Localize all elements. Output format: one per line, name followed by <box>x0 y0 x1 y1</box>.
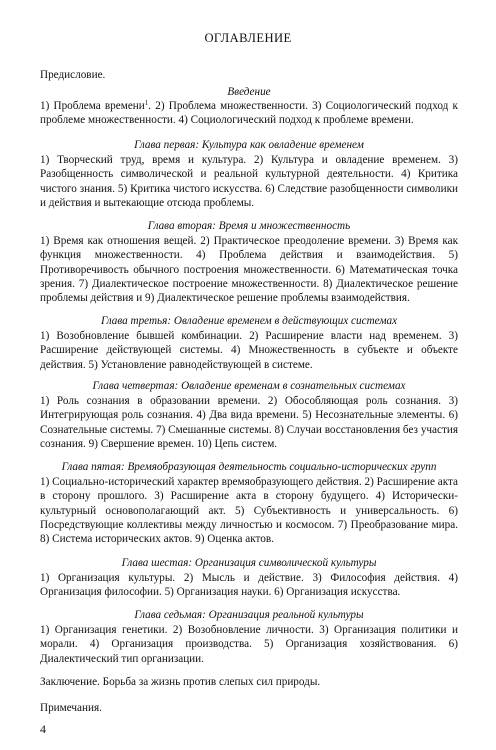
introduction-text-start: 1) Проблема времени <box>40 100 145 112</box>
chapter-7-heading: Глава седьмая: Организация реальной культуры <box>134 609 364 621</box>
introduction-heading: Введение <box>227 86 271 98</box>
notes-entry: Примечания. <box>40 702 102 714</box>
chapter-7-text: 1) Организация генетики. 2) Возобновление личности. 3) Организация политики и морали. 4) Организация производства. 5) Организация хозяйствования. 6) Диалектический тип организации. <box>40 624 458 665</box>
introduction-text <box>40 99 458 128</box>
chapter-6-heading: Глава шестая: Организация символической культуры <box>121 557 377 569</box>
page-title: ОГЛАВЛЕНИЕ <box>204 31 292 45</box>
chapter-3-text: 1) Возобновление бывшей комбинации. 2) Расширение власти над временем. 3) Расширение действующей системы. 4) Множественность в субъекте и объекте действия. 5) Установление равнодействующей в системе. <box>40 330 458 371</box>
chapter-1-text: 1) Творческий труд, время и культура. 2) Культура и овладение временем. 3) Разобщенность символической и реальной культурной деятельности. 4) Критика чистого знания. 5) Критика чистого искусства. 6) Следствие разобщенности символики и действия и вытекающие отсюда проблемы. <box>40 154 458 209</box>
chapter-2-heading: Глава вторая: Время и множественность <box>147 220 351 232</box>
page-number: 4 <box>40 722 46 736</box>
chapter-5-text: 1) Социально-исторический характер времяобразующего действия. 2) Расширение акта в сторону прошлого. 3) Расширение акта в сторону будущего. 4) Исторически-культурный основополагающий акт. 5) Субъективность и универсальность. 6) Посредствующие коллективы между личностью и космосом. 7) Преобразование мира. 8) Система исторических актов. 9) Оценка актов. <box>40 476 458 546</box>
chapter-3-heading: Глава третья: Овладение временем в действующих системах <box>100 315 398 327</box>
chapter-4-text: 1) Роль сознания в образовании времени. 2) Обособляющая роль сознания. 3) Интегрирующая роль сознания. 4) Два вида времени. 5) Несознательные элементы. 6) Сознательные системы. 7) Смешанные системы. 8) Случаи восстановления без участия сознания. 9) Свершение времен. 10) Цепь систем. <box>40 395 458 450</box>
preface-entry: Предисловие. <box>40 69 106 81</box>
footnote-mark: 1 <box>144 99 149 107</box>
chapter-4-heading: Глава четвертая: Овладение временам в сознательных системах <box>92 380 406 392</box>
chapter-5-heading: Глава пятая: Времяобразующая деятельность социально-исторических групп <box>61 461 437 473</box>
chapter-6-text: 1) Организация культуры. 2) Мысль и действие. 3) Философия действия. 4) Организация философии. 5) Организация науки. 6) Организация искусства. <box>40 572 458 599</box>
chapter-2-text: 1) Время как отношения вещей. 2) Практическое преодоление времени. 3) Время как функция множественности. 4) Проблема действия и взаимодействия. 5) Противоречивость обычного построения множественности. 6) Математическая точка зрения. 7) Диалектическое построение множественности. 8) Диалектическое решение проблемы действия и 9) Диалектическое решение проблемы взаимодействия. <box>40 235 458 305</box>
chapter-1-heading: Глава первая: Культура как овладение временем <box>134 139 364 151</box>
introduction-text-rest: . 2) Проблема множественности. 3) Социологический подход к проблеме множественности. 4) Социологический подход к проблеме времени. <box>40 100 458 127</box>
conclusion-entry: Заключение. Борьба за жизнь против слепых сил природы. <box>40 676 321 688</box>
